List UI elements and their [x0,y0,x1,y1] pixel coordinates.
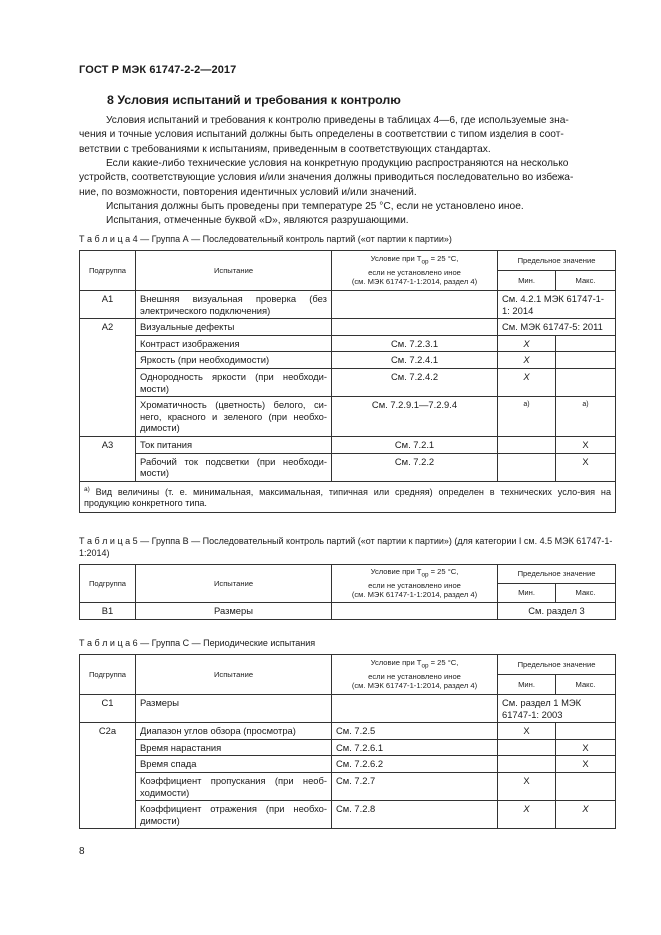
table-cell: C1 [80,695,136,723]
table-cell: Размеры [136,603,332,620]
table-cell [556,723,616,740]
table-cell: X [498,772,556,800]
table-cell: Размеры [136,695,332,723]
table-cell: См. 7.2.6.2 [332,756,498,773]
table-cell [498,453,556,481]
table-cell: B1 [80,603,136,620]
table-cell [556,335,616,352]
header-test: Испытание [136,565,332,603]
table-cell [556,772,616,800]
table-cell: a) [498,397,556,437]
paragraph-line: чения и точные условия испытаний должны быть определены в соответствии с типом изделия в соот- [79,129,564,141]
table-cell: Хроматичность (цветность) белого, си-него, красного и зеленого (при необхо-димости) [136,397,332,437]
table-cell: Время нарастания [136,739,332,756]
table-cell: См. 7.2.5 [332,723,498,740]
header-limit: Предельное значение [498,655,616,675]
header-subgroup: Подгруппа [80,655,136,695]
table-cell: Коэффициент отражения (при необхо-димости) [136,801,332,829]
table-cell: Ток питания [136,436,332,453]
table-cell: См. 7.2.2 [332,453,498,481]
header-min: Мин. [498,271,556,291]
table6-caption: Т а б л и ц а 6 — Группа С — Периодические испытания [79,638,316,648]
table-cell [556,352,616,369]
table-cell: X [556,801,616,829]
table-row [80,772,616,800]
table-cell: См. 7.2.7 [332,772,498,800]
header-condition: Условие при $T_{ор} = 25$ °С, если не установлено иное (см. МЭК 61747-1-1:2014, раздел 4) [332,251,498,291]
table-cell [332,291,498,319]
table-cell: Диапазон углов обзора (просмотра) [136,723,332,740]
header-max: Макс. [556,271,616,291]
table-cell [332,603,498,620]
table-footnote [80,481,616,512]
table-cell [556,368,616,396]
table-row [80,397,616,437]
table-row [80,352,616,369]
table4 [79,250,616,513]
paragraph-2 [79,157,617,200]
table-row [80,695,616,723]
table-row [80,453,616,481]
table-cell: $^{a)}$ Вид величины (т. е. минимальная, максимальная, типичная или средняя) определен в технических усло-вия на продукцию конкретного типа. [80,481,616,512]
table-row [80,739,616,756]
header-condition: Условие при $T_{ор} = 25$ °С, если не установлено иное (см. МЭК 61747-1-1:2014, раздел 4) [332,655,498,695]
table-cell: См. 7.2.4.2 [332,368,498,396]
table5 [79,564,616,620]
table-cell: Время спада [136,756,332,773]
table-cell: A3 [80,436,136,481]
header-max: Макс. [556,675,616,695]
section-title: 8 Условия испытаний и требования к контролю [107,93,401,107]
table-cell: См. 7.2.8 [332,801,498,829]
table-cell [332,695,498,723]
table-cell: См. 7.2.9.1—7.2.9.4 [332,397,498,437]
table-cell: A1 [80,291,136,319]
paragraph-line: Условия испытаний и требования к контролю приведены в таблицах 4—6, где используемые зна- [106,115,569,126]
table-row [80,603,616,620]
table-cell: Внешняя визуальная проверка (без электрического подключения) [136,291,332,319]
table-cell: См. МЭК 61747-5: 2011 [498,319,616,336]
table-cell: X [556,756,616,773]
table-cell: Визуальные дефекты [136,319,332,336]
paragraph-line: ветствии с требованиями к испытаниям, приведенным в соответствующих стандартах. [79,143,491,155]
table-cell: См. 7.2.4.1 [332,352,498,369]
header-subgroup: Подгруппа [80,565,136,603]
table-cell: Рабочий ток подсветки (при необходи-мости) [136,453,332,481]
table-row [80,756,616,773]
table5-caption: Т а б л и ц а 5 — Группа В — Последовательный контроль партий («от партии к партии») (для категории I см. 4.5 МЭК 61747-1-1:2014) [79,536,613,558]
table-row [80,436,616,453]
table-cell: C2a [80,723,136,829]
table-cell: См. раздел 1 МЭК 61747-1: 2003 [498,695,616,723]
table-cell [498,436,556,453]
paragraph-line: устройств, соответствующие условия и/или значения должны приводиться последовательно во избежа- [79,172,574,184]
table-cell: См. 7.2.6.1 [332,739,498,756]
table-row [80,319,616,336]
header-min: Мин. [498,584,556,603]
table-cell: Коэффициент пропускания (при необ-ходимости) [136,772,332,800]
table-cell: См. 4.2.1 МЭК 61747-1-1: 2014 [498,291,616,319]
table6 [79,654,616,829]
header-limit: Предельное значение [498,565,616,584]
header-limit: Предельное значение [498,251,616,271]
table-cell: X [556,453,616,481]
header-condition: Условие при $T_{ор} = 25$ °С, если не установлено иное (см. МЭК 61747-1-1:2014, раздел 4) [332,565,498,603]
table-cell: a) [556,397,616,437]
table-cell: X [498,368,556,396]
table-cell: X [498,352,556,369]
table-cell: X [556,739,616,756]
table-cell: См. 7.2.3.1 [332,335,498,352]
table-row [80,335,616,352]
table-row [80,723,616,740]
table-row [80,368,616,396]
table-cell: X [498,801,556,829]
table-cell: Яркость (при необходимости) [136,352,332,369]
paragraph-line: ние, по возможности, повторения идентичных условий и/или значений. [79,186,417,198]
table-cell: X [556,436,616,453]
table-cell [498,756,556,773]
table-cell: A2 [80,319,136,437]
page-number: 8 [79,846,85,857]
header-min: Мин. [498,675,556,695]
paragraph-3: Испытания должны быть проведены при температуре 25 °С, если не установлено иное. [106,201,524,212]
table-cell: См. раздел 3 [498,603,616,620]
table-row [80,801,616,829]
header-test: Испытание [136,251,332,291]
header-subgroup: Подгруппа [80,251,136,291]
table-cell: X [498,335,556,352]
table-row [80,291,616,319]
table-cell [498,739,556,756]
header-test: Испытание [136,655,332,695]
document-code: ГОСТ Р МЭК 61747-2-2—2017 [79,64,237,76]
paragraph-1 [79,114,617,157]
paragraph-4: Испытания, отмеченные буквой «D», являются разрушающими. [106,215,409,226]
table-cell: X [498,723,556,740]
table-cell: Контраст изображения [136,335,332,352]
table4-caption: Т а б л и ц а 4 — Группа А — Последовательный контроль партий («от партии к партии») [79,234,452,244]
paragraph-line: Если какие-либо технические условия на конкретную продукцию распространяются на несколько [106,158,569,169]
table-cell: Однородность яркости (при необходи-мости) [136,368,332,396]
table-cell [332,319,498,336]
table-cell: См. 7.2.1 [332,436,498,453]
header-max: Макс. [556,584,616,603]
